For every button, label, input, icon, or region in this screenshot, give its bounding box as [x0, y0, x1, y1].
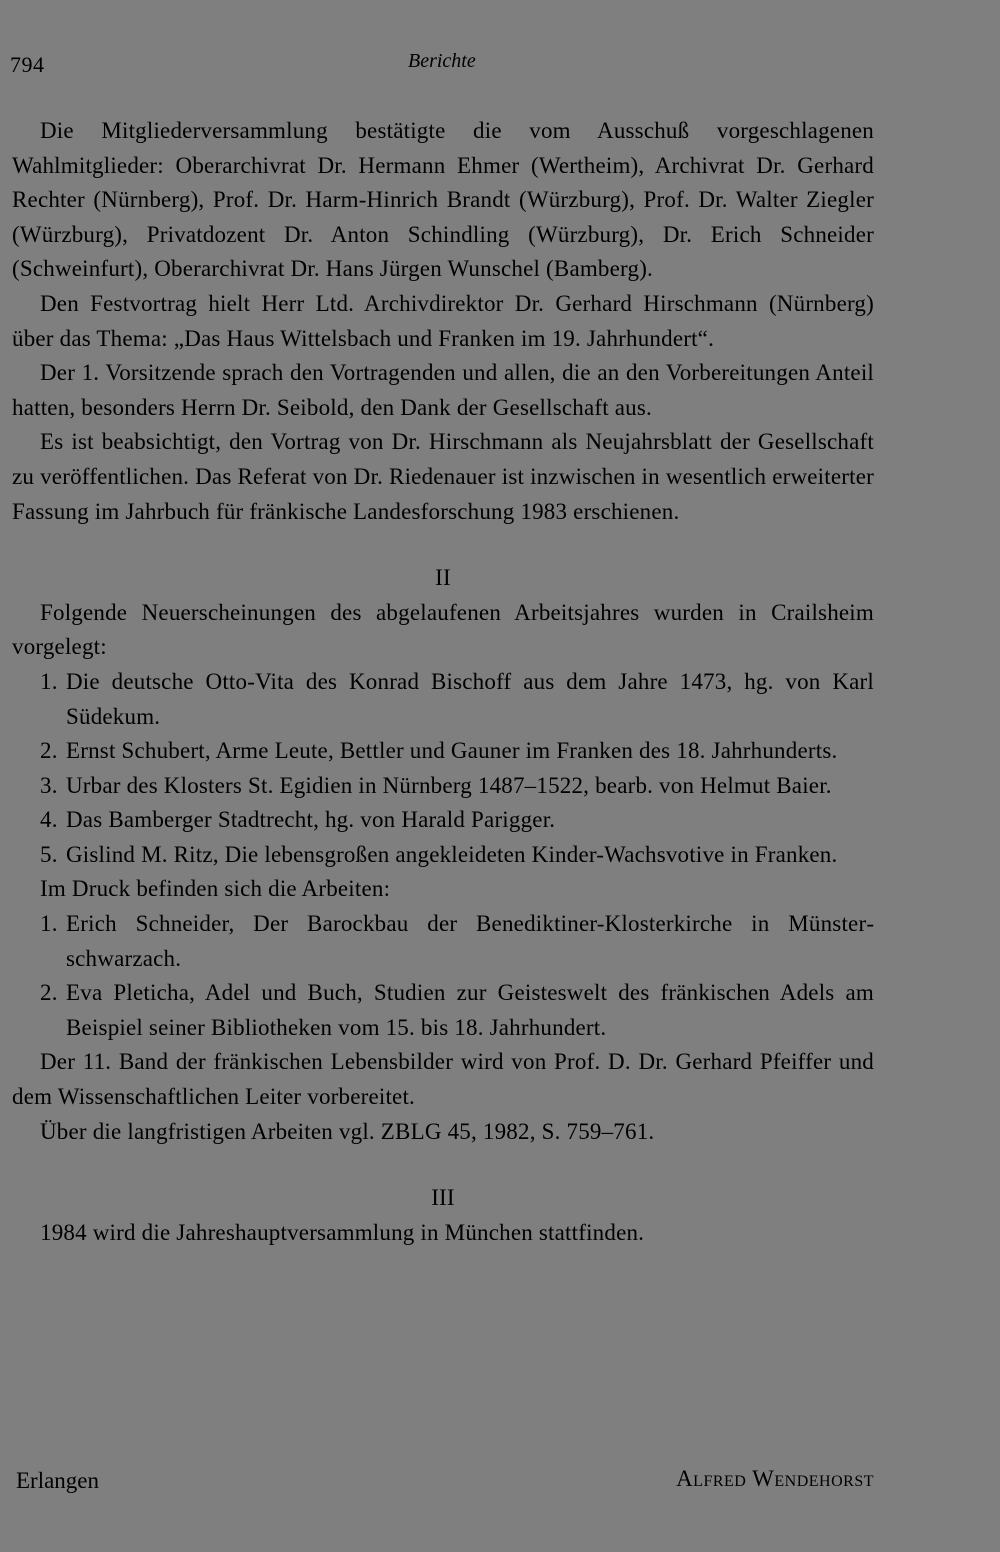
list-item: [12, 976, 874, 1045]
place-name: Erlangen: [16, 1468, 100, 1493]
list-item-number: 5.: [40, 841, 58, 867]
paragraph-thanks: Der 1. Vorsitzende sprach den Vortragenden und allen, die an den Vorbereitungen Anteil hatten, besonders Herrn Dr. Seibold, den Dank der Gesellschaft aus.: [12, 360, 874, 420]
list-item-number: 1.: [40, 911, 58, 937]
list-item-number: 4.: [40, 807, 58, 833]
section-2: [12, 561, 874, 1149]
list-item: [12, 769, 874, 804]
paragraph-keynote-lecture: Den Festvortrag hielt Herr Ltd. Archivdirektor Dr. Gerhard Hirschmann (Nürnberg) über das Thema: „Das Haus Wittelsbach und Franken im 19. Jahrhundert“.: [12, 290, 874, 351]
signature-line: [0, 1466, 1000, 1506]
paragraph-publication-plans: Es ist beabsichtigt, den Vortrag von Dr. Hirschmann als Neujahrsblatt der Gesellschaft zu veröffentlichen. Das Referat von Dr. Riedenauer ist inzwischen in wesentlich erweiterter Fassung im Jahrbuch für fränkische Landesforschung 1983 erschienen.: [12, 429, 874, 524]
paragraph-new-publications-intro: Folgende Neuerscheinungen des abgelaufenen Arbeitsjahres wurden in Crailsheim vorgelegt:: [12, 599, 874, 660]
list-item-text: Eva Pleticha, Adel und Buch, Studien zur Geisteswelt des fränkischen Adels am Beispiel seiner Bibliotheken vom 15. bis 18. Jahrhundert.: [66, 980, 874, 1040]
page-number: 794: [10, 52, 45, 77]
list-item-text: Die deutsche Otto-Vita des Konrad Bischoff aus dem Jahre 1473, hg. von Karl Südekum.: [66, 668, 874, 729]
paragraph-elected-members: Die Mitgliederversammlung bestätigte die vom Ausschuß vorgeschlagenen Wahlmitglieder: Oberarchivrat Dr. Hermann Ehmer (Wertheim), Archivrat Dr. Gerhard Rechter (Nürnberg), Prof. Dr. Harm-Hinrich Brandt (Würzburg), Prof. Dr. Walter Ziegler (Würzburg), Privatdozent Dr. Anton Schindling (Würzburg), Dr. Erich Schneider (Schweinfurt), Oberarchivrat Dr. Hans Jürgen Wunschel (Bamberg).: [12, 118, 874, 282]
section-1: [12, 114, 874, 529]
page-header: [0, 50, 1000, 80]
list-item: [12, 907, 874, 976]
author-name: Alfred Wendehorst: [676, 1466, 874, 1491]
list-item-number: 2.: [40, 738, 58, 764]
list-item-text: Das Bamberger Stadtrecht, hg. von Harald Parigger.: [66, 807, 556, 833]
paragraph-annual-meeting: 1984 wird die Jahreshauptversammlung in München stattfinden.: [40, 1219, 645, 1245]
paragraph-long-term-work: Über die langfristigen Arbeiten vgl. ZBLG 45, 1982, S. 759–761.: [40, 1118, 655, 1144]
published-list: [12, 665, 874, 873]
list-item: [12, 665, 874, 734]
paragraph-in-print-intro: Im Druck befinden sich die Arbeiten:: [40, 876, 391, 902]
running-title: Berichte: [408, 50, 476, 72]
list-item-text: Erich Schneider, Der Barockbau der Benediktiner-Klosterkirche in Münsterschwarzach.: [66, 911, 874, 971]
list-item-text: Gislind M. Ritz, Die lebensgroßen angekleideten Kinder-Wachsvotive in Franken.: [66, 841, 838, 867]
list-item: [12, 803, 874, 838]
section-number-2: II: [435, 565, 451, 591]
section-number-3: III: [431, 1185, 455, 1211]
list-item: [12, 838, 874, 873]
list-item-number: 3.: [40, 772, 58, 798]
list-item: [12, 734, 874, 769]
list-item-number: 2.: [40, 980, 58, 1006]
list-item-number: 1.: [40, 668, 58, 694]
list-item-text: Urbar des Klosters St. Egidien in Nürnberg 1487–1522, bearb. von Helmut Baier.: [66, 772, 832, 798]
section-3: [12, 1181, 874, 1250]
body-text: [12, 114, 874, 1250]
in-print-list: [12, 907, 874, 1045]
paragraph-lebensbilder: Der 11. Band der fränkischen Lebensbilder wird von Prof. D. Dr. Gerhard Pfeiffer und dem Wissenschaftlichen Leiter vorbereitet.: [12, 1049, 874, 1110]
list-item-text: Ernst Schubert, Arme Leute, Bettler und Gauner im Franken des 18. Jahrhunderts.: [66, 738, 838, 764]
